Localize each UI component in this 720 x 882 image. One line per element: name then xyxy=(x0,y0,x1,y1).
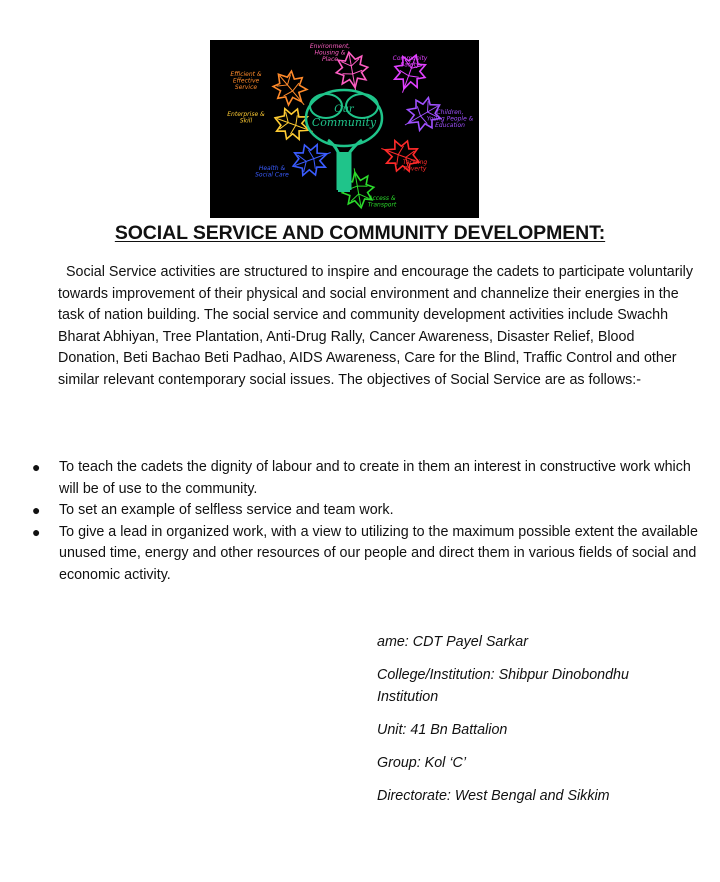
cadet-directorate: Directorate: West Bengal and Sikkim xyxy=(377,787,610,804)
leaf-label: Environment, Housing & Place xyxy=(309,43,351,63)
bullet-icon: ● xyxy=(32,459,41,475)
page-title: SOCIAL SERVICE AND COMMUNITY DEVELOPMENT: xyxy=(114,222,606,244)
bullet-icon: ● xyxy=(32,502,41,518)
bullet-icon: ● xyxy=(32,523,41,540)
list-item: ● To teach the cadets the dignity of labour and to create in them an interest in constructive work which will be of use to the community. xyxy=(32,459,691,497)
tree-label-community: Community xyxy=(311,116,377,129)
leaf-label: Tackling Poverty xyxy=(402,159,428,173)
tree-label-our: Our xyxy=(334,104,354,115)
intro-paragraph xyxy=(58,262,698,391)
leaf-label: Community Safety xyxy=(392,55,428,69)
signature-block xyxy=(377,632,677,819)
cadet-name: ame: CDT Payel Sarkar xyxy=(377,634,528,650)
community-image xyxy=(210,40,479,218)
leaf-label: Access & Transport xyxy=(367,195,397,209)
cadet-group: Group: Kol ‘C’ xyxy=(377,754,466,771)
list-item: ● To give a lead in organized work, with a view to utilizing to the maximum possible extent the available unused time, energy and other resources of our people and direct them in various fields of social and economic activity. xyxy=(32,523,698,583)
tree-trunk-fill xyxy=(338,152,350,192)
leaf-label: Health & Social Care xyxy=(255,165,289,179)
cadet-college: College/Institution: Shibpur Dinobondhu Institution xyxy=(377,667,629,705)
list-item: ● To set an example of selfless service and team work. xyxy=(30,500,700,522)
leaf-label: Efficient & Effective Service xyxy=(230,71,262,91)
objectives-list xyxy=(30,457,700,586)
community-diagram xyxy=(210,40,479,218)
leaf-label: Children, Young People & Education xyxy=(426,109,474,129)
intro-paragraph-text: Social Service activities are structured to inspire and encourage the cadets to participate voluntarily towards improvement of their physical and social environment and channelize their energies in the task of nation building. The social service and community development activities include Swachh Bharat Abhiyan, Tree Plantation, Anti-Drug Rally, Cancer Awareness, Disaster Relief, Blood Donation, Beti Bachao Beti Padhao, AIDS Awareness, Care for the Blind, Traffic Control and other similar relevant contemporary social issues. The objectives of Social Service are as follows:- xyxy=(58,264,694,388)
leaf-label: Enterprise & Skill xyxy=(227,111,265,125)
cadet-unit: Unit: 41 Bn Battalion xyxy=(377,721,508,738)
